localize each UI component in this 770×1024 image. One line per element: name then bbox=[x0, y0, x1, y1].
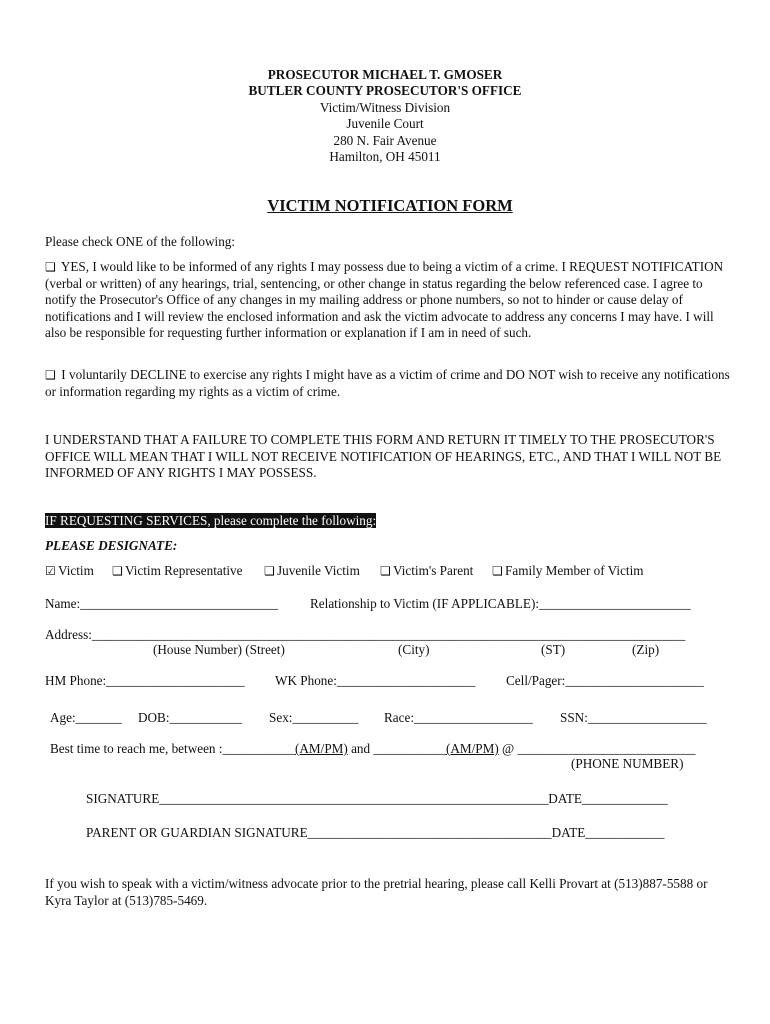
ssn-field[interactable]: SSN:__________________ bbox=[560, 710, 707, 725]
relationship-field[interactable]: Relationship to Victim (IF APPLICABLE):_______________________ bbox=[310, 596, 691, 611]
form-title: VICTIM NOTIFICATION FORM bbox=[267, 196, 513, 215]
checkbox-checked-icon[interactable]: ☑ bbox=[45, 564, 56, 578]
checkbox-icon[interactable]: ❑ bbox=[492, 564, 503, 578]
dob-field[interactable]: DOB:___________ bbox=[138, 710, 243, 725]
office-header bbox=[0, 67, 770, 165]
option-yes bbox=[45, 259, 735, 342]
division-name: Victim/Witness Division bbox=[319, 99, 451, 115]
court-name: Juvenile Court bbox=[346, 116, 424, 132]
option-decline bbox=[45, 367, 735, 400]
designate-label: PLEASE DESIGNATE: bbox=[45, 538, 178, 553]
office-name: BUTLER COUNTY PROSECUTOR'S OFFICE bbox=[248, 83, 522, 99]
address-city-label: (City) bbox=[398, 642, 430, 657]
home-phone-field[interactable]: HM Phone:_____________________ bbox=[45, 673, 245, 688]
checkbox-icon[interactable]: ❑ bbox=[380, 564, 391, 578]
warning-text: I UNDERSTAND THAT A FAILURE TO COMPLETE THIS FORM AND RETURN IT TIMELY TO THE PROSECUTOR'S OFFICE WILL MEAN THAT I WILL NOT RECEIVE NOTIFICATION OF HEARINGS, ETC., AND THAT I WILL NOT BE INFORMED OF ANY RIGHTS I MAY POSSESS. bbox=[45, 432, 722, 481]
footer-contact-text: If you wish to speak with a victim/witness advocate prior to the pretrial hearing, please call Kelli Provart at (513)887-5588 or Kyra Taylor at (513)785-5469. bbox=[45, 876, 708, 908]
cell-pager-field[interactable]: Cell/Pager:_____________________ bbox=[506, 673, 704, 688]
designation-victim-representative[interactable]: ❑ Victim Representative bbox=[112, 563, 243, 578]
checkbox-icon[interactable]: ❑ bbox=[112, 564, 123, 578]
designation-victim[interactable]: ☑ Victim bbox=[45, 563, 94, 578]
parent-signature-field[interactable]: PARENT OR GUARDIAN SIGNATURE_____________________________________DATE____________ bbox=[86, 825, 665, 840]
phone-number-label: (PHONE NUMBER) bbox=[571, 756, 684, 771]
services-heading bbox=[45, 513, 376, 530]
signature-field[interactable]: SIGNATURE___________________________________________________________DATE_____________ bbox=[86, 791, 668, 806]
option-yes-text: YES, I would like to be informed of any rights I may possess due to being a victim of a crime. I REQUEST NOTIFICATION (verbal or written) of any hearings, trial, sentencing, or other change in status regarding the below referenced case. I agree to notify the Prosecutor's Office of any changes in my mailing address or phone numbers, so not to hinder or cause delay of notifications and I will review the enclosed information and ask the victim advocate to address any concerns I may have. I will also be responsible for requesting further information or explanation if I am in need of such. bbox=[45, 259, 724, 341]
address-field[interactable]: Address:__________________________________________________________________________________________ bbox=[45, 627, 686, 642]
address-house-label: (House Number) (Street) bbox=[153, 642, 285, 657]
work-phone-field[interactable]: WK Phone:_____________________ bbox=[275, 673, 476, 688]
prosecutor-name: PROSECUTOR MICHAEL T. GMOSER bbox=[267, 67, 503, 82]
race-field[interactable]: Race:__________________ bbox=[384, 710, 533, 725]
services-heading-text: IF REQUESTING SERVICES, please complete the following: bbox=[45, 513, 377, 528]
name-field[interactable]: Name:______________________________ bbox=[45, 596, 278, 611]
street-address: 280 N. Fair Avenue bbox=[333, 132, 437, 148]
designation-victims-parent[interactable]: ❑ Victim's Parent bbox=[380, 563, 474, 578]
designation-juvenile-victim[interactable]: ❑ Juvenile Victim bbox=[264, 563, 360, 578]
best-time-field[interactable]: Best time to reach me, between :___________(AM/PM) and ___________(AM/PM) @ ___________________________ bbox=[50, 741, 696, 756]
city-state-zip: Hamilton, OH 45011 bbox=[329, 149, 441, 165]
instruction-text: Please check ONE of the following: bbox=[45, 234, 236, 249]
address-zip-label: (Zip) bbox=[632, 642, 660, 657]
checkbox-yes[interactable]: ❑ bbox=[45, 260, 56, 274]
option-decline-text: I voluntarily DECLINE to exercise any rights I might have as a victim of crime and DO NOT wish to receive any notifications or information regarding my rights as a victim of crime. bbox=[45, 367, 730, 399]
address-state-label: (ST) bbox=[541, 642, 566, 657]
sex-field[interactable]: Sex:__________ bbox=[269, 710, 359, 725]
checkbox-decline[interactable]: ❑ bbox=[45, 368, 56, 382]
designation-family-member[interactable]: ❑ Family Member of Victim bbox=[492, 563, 644, 578]
checkbox-icon[interactable]: ❑ bbox=[264, 564, 275, 578]
age-field[interactable]: Age:_______ bbox=[50, 710, 122, 725]
